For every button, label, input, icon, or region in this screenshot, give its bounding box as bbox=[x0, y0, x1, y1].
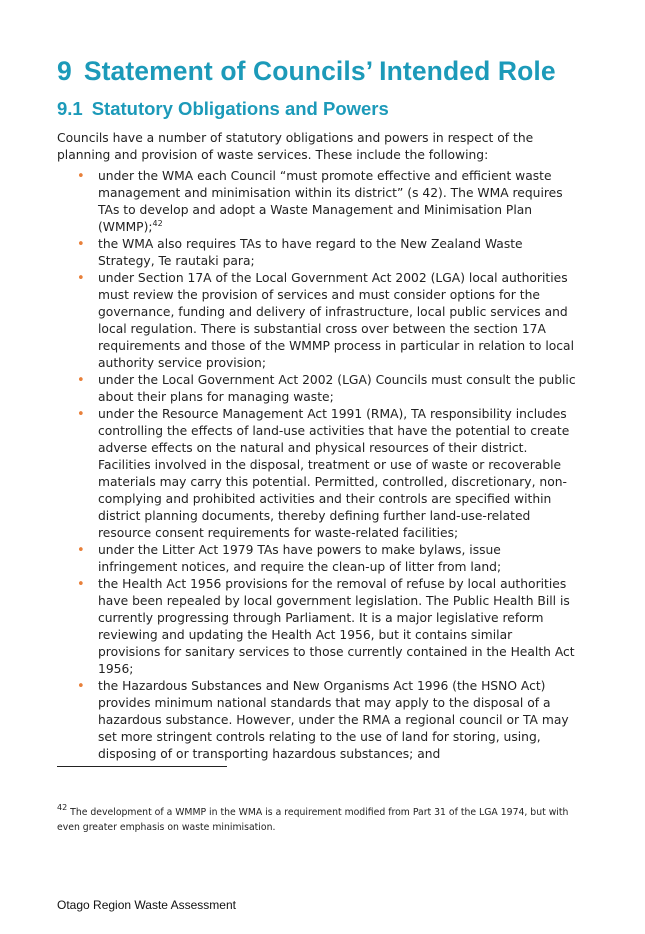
section-heading bbox=[57, 56, 556, 87]
bullet-icon: • bbox=[77, 407, 85, 422]
bullet-icon: • bbox=[77, 373, 85, 388]
bullet-icon: • bbox=[77, 679, 85, 694]
subsection-number: 9.1 bbox=[57, 98, 83, 119]
subsection-title: Statutory Obligations and Powers bbox=[91, 98, 389, 119]
list-item bbox=[57, 372, 577, 406]
list-item-text: under the WMA each Council “must promote effective and efficient waste management and minimisation within its district” (s 42). The WMA requires TAs to develop and adopt a Waste Management and Minimisation Plan (WMMP); bbox=[98, 169, 563, 234]
list-item bbox=[57, 236, 577, 270]
list-item bbox=[57, 542, 577, 576]
obligations-list bbox=[57, 168, 577, 763]
footnote bbox=[57, 805, 577, 835]
list-item-text: the Health Act 1956 provisions for the removal of refuse by local authorities have been repealed by local government legislation. The Public Health Bill is currently progressing through Parliament. It is a major legislative reform reviewing and updating the Health Act 1956, but it contains similar provisions for sanitary services to those currently contained in the Health Act 1956; bbox=[98, 577, 575, 676]
body-text bbox=[57, 130, 577, 763]
bullet-icon: • bbox=[77, 237, 85, 252]
subsection-heading bbox=[57, 98, 389, 120]
section-number: 9 bbox=[57, 56, 72, 86]
list-item-text: under the Resource Management Act 1991 (RMA), TA responsibility includes controlling the effects of land-use activities that have the potential to create adverse effects on the natural and physical resources of their district. Facilities involved in the disposal, treatment or use of waste or recoverable materials may carry this potential. Permitted, controlled, discretionary, non-complying and prohibited activities and their controls are specified within district planning documents, thereby defining further land-use-related resource consent requirements for waste-related facilities; bbox=[98, 407, 570, 540]
bullet-icon: • bbox=[77, 543, 85, 558]
footnote-divider bbox=[57, 766, 227, 767]
bullet-icon: • bbox=[77, 577, 85, 592]
footnote-reference[interactable]: 42 bbox=[152, 219, 163, 228]
list-item bbox=[57, 678, 577, 763]
bullet-icon: • bbox=[77, 271, 85, 286]
list-item-text: the WMA also requires TAs to have regard to the New Zealand Waste Strategy, Te rautaki para; bbox=[98, 237, 523, 268]
section-title: Statement of Councils’ Intended Role bbox=[83, 56, 556, 86]
list-item-text: under the Litter Act 1979 TAs have powers to make bylaws, issue infringement notices, and require the clean-up of litter from land; bbox=[98, 543, 502, 574]
list-item bbox=[57, 406, 577, 542]
list-item-text: the Hazardous Substances and New Organisms Act 1996 (the HSNO Act) provides minimum national standards that may apply to the disposal of a hazardous substance. However, under the RMA a regional council or TA may set more stringent controls relating to the use of land for storing, using, disposing of or transporting hazardous substances; and bbox=[98, 679, 569, 761]
list-item-text: under Section 17A of the Local Government Act 2002 (LGA) local authorities must review the provision of services and must consider options for the governance, funding and delivery of infrastructure, local public services and local regulation. There is substantial cross over between the section 17A requirements and those of the WMMP process in particular in relation to local authority service provision; bbox=[98, 271, 574, 370]
bullet-icon: • bbox=[77, 169, 85, 184]
footnote-text: The development of a WMMP in the WMA is a requirement modified from Part 31 of the LGA 1974, but with even greater emphasis on waste minimisation. bbox=[57, 807, 569, 833]
list-item-text: under the Local Government Act 2002 (LGA) Councils must consult the public about their plans for managing waste; bbox=[98, 373, 576, 404]
intro-paragraph: Councils have a number of statutory obligations and powers in respect of the planning and provision of waste services. These include the following: bbox=[57, 131, 534, 162]
list-item bbox=[57, 576, 577, 678]
footnote-number: 42 bbox=[57, 803, 68, 812]
page-footer: Otago Region Waste Assessment bbox=[57, 898, 236, 912]
list-item bbox=[57, 270, 577, 372]
list-item bbox=[57, 168, 577, 236]
